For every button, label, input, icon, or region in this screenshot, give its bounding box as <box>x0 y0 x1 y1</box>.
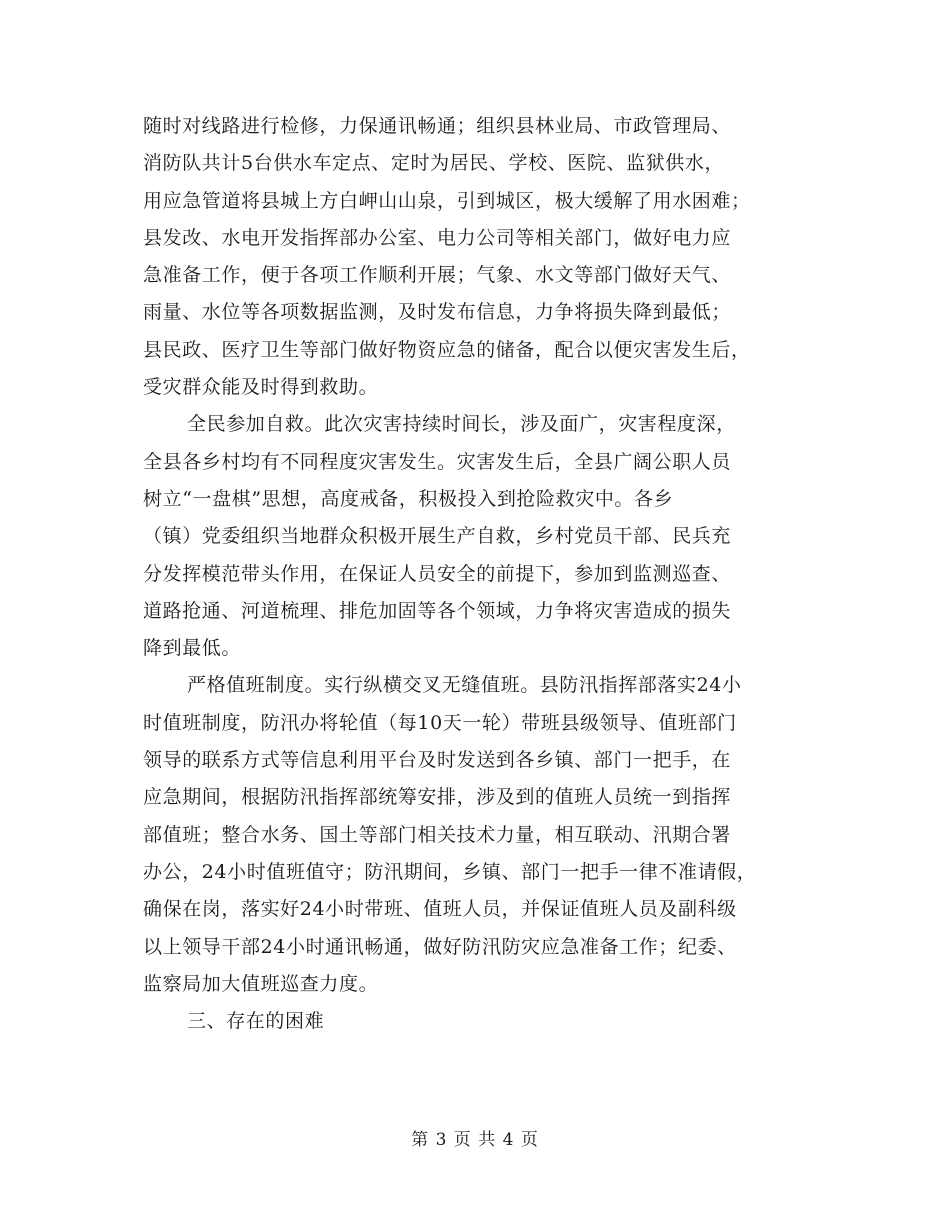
text-line: 时值班制度，防汛办将轮值（每10天一轮）带班县级领导、值班部门 <box>143 711 737 734</box>
paragraph-first-line: 严格值班制度。实行纵横交叉无缝值班。县防汛指挥部落实24小 <box>187 674 742 697</box>
paragraph-first-line: 全民参加自救。此次灾害持续时间长，涉及面广，灾害程度深， <box>187 413 736 436</box>
text-line: 树立“一盘棋”思想，高度戒备，积极投入到抢险救灾中。各乡 <box>143 487 674 510</box>
page-number-label: 第 3 页 共 4 页 <box>411 1130 539 1150</box>
text-line: 确保在岗，落实好24小时带班、值班人员，并保证值班人员及副科级 <box>143 898 737 921</box>
text-line: 用应急管道将县城上方白岬山山泉，引到城区，极大缓解了用水困难； <box>143 189 751 212</box>
text-line: 以上领导干部24小时通讯畅通，做好防汛防灾应急准备工作；纪委、 <box>143 935 737 958</box>
text-line: 雨量、水位等各项数据监测，及时发布信息，力争将损失降到最低； <box>143 301 732 324</box>
text-line: 随时对线路进行检修，力保通讯畅通；组织县林业局、市政管理局、 <box>143 115 732 137</box>
text-line: 监察局加大值班巡查力度。 <box>143 972 379 995</box>
text-line: 全县各乡村均有不同程度灾害发生。灾害发生后，全县广阔公职人员 <box>143 450 732 473</box>
text-line: 道路抢通、河道梳理、排危加固等各个领域，力争将灾害造成的损失 <box>143 599 732 622</box>
text-line: 领导的联系方式等信息利用平台及时发送到各乡镇、部门一把手，在 <box>143 749 732 772</box>
document-body <box>143 108 813 1040</box>
text-line: （镇）党委组织当地群众积极开展生产自救，乡村党员干部、民兵充 <box>143 525 732 548</box>
section-heading: 三、存在的困难 <box>187 1010 325 1033</box>
text-line: 降到最低。 <box>143 637 242 660</box>
text-line: 县民政、医疗卫生等部门做好物资应急的储备，配合以便灾害发生后， <box>143 338 751 361</box>
text-line: 消防队共计5台供水车定点、定时为居民、学校、医院、监狱供水， <box>143 152 725 175</box>
text-line: 部值班；整合水务、国土等部门相关技术力量，相互联动、汛期合署 <box>143 823 732 846</box>
text-line: 受灾群众能及时得到救助。 <box>143 376 379 399</box>
text-line: 办公，24小时值班值守；防汛期间，乡镇、部门一把手一律不准请假， <box>143 860 757 883</box>
text-line: 应急期间，根据防汛指挥部统筹安排，涉及到的值班人员统一到指挥 <box>143 786 732 809</box>
text-line: 分发挥模范带头作用，在保证人员安全的前提下，参加到监测巡查、 <box>143 562 732 585</box>
text-line: 县发改、水电开发指挥部办公室、电力公司等相关部门，做好电力应 <box>143 226 732 249</box>
text-line: 急准备工作，便于各项工作顺利开展；气象、水文等部门做好天气、 <box>143 264 732 287</box>
page-footer <box>0 1125 950 1150</box>
